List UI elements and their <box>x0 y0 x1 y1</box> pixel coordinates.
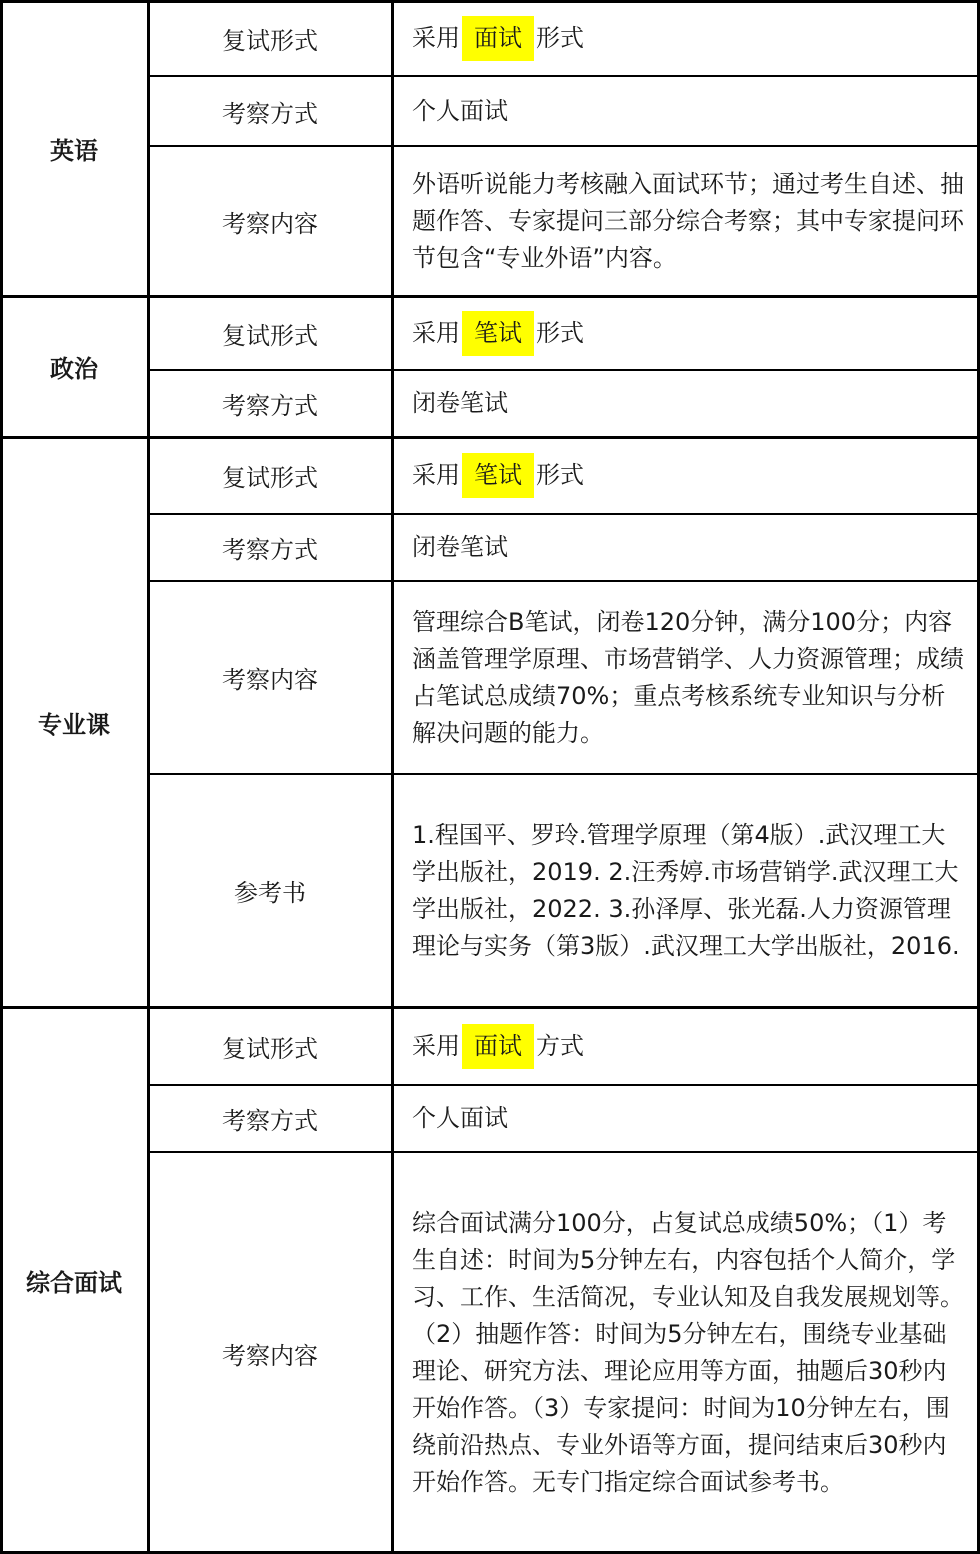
value-suffix: 形式 <box>536 23 584 52</box>
value-prefix: 采用 <box>412 318 460 347</box>
value-text: 个人面试 <box>412 1104 508 1132</box>
row-label: 考察内容 <box>222 666 318 694</box>
value-text: 外语听说能力考核融入面试环节；通过考生自述、抽题作答、专家提问三部分综合考察；其中专家提问环节包含“专业外语”内容。 <box>412 169 964 272</box>
highlighted-keyword: 面试 <box>462 1024 534 1069</box>
section-name: 专业课 <box>38 710 110 739</box>
value-suffix: 形式 <box>536 461 584 489</box>
row-label: 考察方式 <box>222 1107 318 1135</box>
row-value <box>392 514 980 581</box>
row-value <box>392 146 980 296</box>
row-value <box>392 296 980 370</box>
row-value <box>392 0 980 76</box>
section-name: 综合面试 <box>26 1269 122 1297</box>
row-value <box>392 76 980 146</box>
highlighted-keyword: 笔试 <box>462 311 534 356</box>
value-text: 1.程国平、罗玲.管理学原理（第4版）.武汉理工大学出版社，2019. 2.汪秀婷.市场营销学.武汉理工大学出版社，2022. 3.孙泽厚、张光磊.人力资源管理理论与实务（第3版）.武汉理工大学出版社，2016. <box>412 820 960 960</box>
row-label: 复试形式 <box>222 464 318 492</box>
value-text: 管理综合B笔试，闭卷120分钟，满分100分；内容涵盖管理学原理、市场营销学、人力资源管理；成绩占笔试总成绩70%；重点考核系统专业知识与分析解决问题的能力。 <box>412 607 964 747</box>
highlighted-keyword: 笔试 <box>462 453 534 498</box>
value-suffix: 方式 <box>536 1031 584 1060</box>
row-value <box>392 1152 980 1554</box>
row-label: 复试形式 <box>222 321 318 350</box>
table-border <box>391 0 394 1554</box>
row-label: 考察内容 <box>222 1341 318 1370</box>
value-text: 闭卷笔试 <box>412 389 508 417</box>
value-prefix: 采用 <box>412 23 460 52</box>
row-label: 考察内容 <box>222 209 318 238</box>
table-border <box>147 0 150 1554</box>
row-value <box>392 1007 980 1085</box>
row-label: 考察方式 <box>222 536 318 564</box>
row-value <box>392 1085 980 1152</box>
row-label: 复试形式 <box>222 26 318 55</box>
value-text: 个人面试 <box>412 96 508 125</box>
value-text: 综合面试满分100分，占复试总成绩50%；（1）考生自述：时间为5分钟左右，内容包括个人简介，学习、工作、生活简况，专业认知及自我发展规划等。（2）抽题作答：时间为5分钟左右，围绕专业基础理论、研究方法、理论应用等方面，抽题后30秒内开始作答。（3）专家提问：时间为10分钟左右，围绕前沿热点、专业外语等方面，提问结束后30秒内开始作答。无专门指定综合面试参考书。 <box>412 1209 964 1496</box>
value-prefix: 采用 <box>412 461 460 489</box>
section-name: 英语 <box>50 136 98 165</box>
section-name: 政治 <box>50 355 98 383</box>
row-value <box>392 437 980 514</box>
table-border <box>0 0 3 1554</box>
row-label: 复试形式 <box>222 1034 318 1063</box>
table-border <box>148 75 980 77</box>
row-value <box>392 774 980 1007</box>
row-label: 考察方式 <box>222 99 318 128</box>
value-text: 闭卷笔试 <box>412 533 508 561</box>
table-border <box>148 773 980 775</box>
table-border <box>148 369 980 371</box>
row-value <box>392 370 980 437</box>
table-border <box>148 513 980 515</box>
table-border <box>148 1084 980 1086</box>
value-prefix: 采用 <box>412 1031 460 1060</box>
row-value <box>392 581 980 774</box>
table-border <box>148 145 980 147</box>
highlighted-keyword: 面试 <box>462 16 534 61</box>
table-border <box>148 580 980 582</box>
row-label: 参考书 <box>234 879 306 907</box>
table-border <box>148 1151 980 1153</box>
value-suffix: 形式 <box>536 318 584 347</box>
row-label: 考察方式 <box>222 392 318 420</box>
